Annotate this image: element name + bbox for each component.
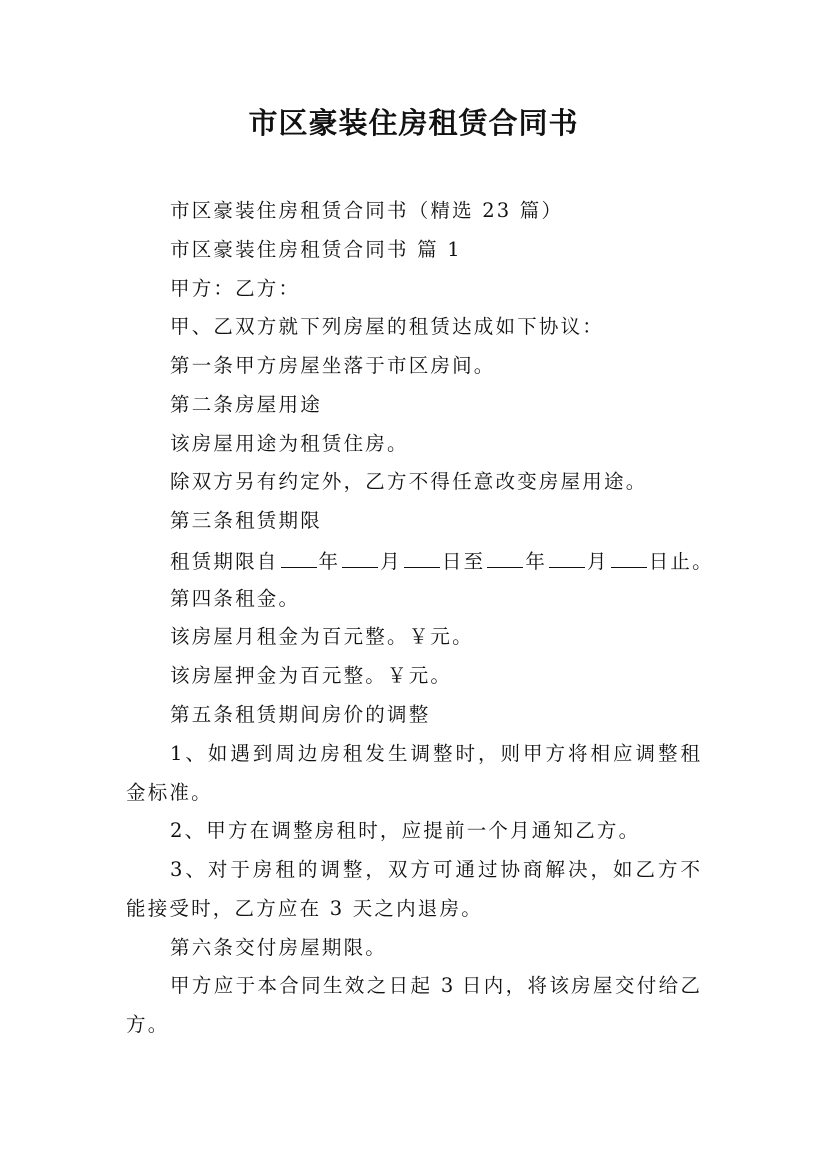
article-5-item-3-cont: 能接受时，乙方应在 3 天之内退房。 <box>126 897 483 920</box>
month-label-1: 月 <box>380 550 402 573</box>
parties-line: 甲方：乙方： <box>170 277 301 300</box>
day-end-label: 日止。 <box>648 550 714 573</box>
blank-start-month <box>342 547 378 568</box>
article-5-item-3: 3、对于房租的调整，双方可通过协商解决，如乙方不 <box>170 858 700 881</box>
article-6-heading: 第六条交付房屋期限。 <box>170 936 388 959</box>
blank-end-year <box>487 547 523 568</box>
blank-start-day <box>404 547 440 568</box>
article-3-heading: 第三条租赁期限 <box>170 509 322 532</box>
article-1: 第一条甲方房屋坐落于市区房间。 <box>170 354 496 377</box>
article-5-item-2: 2、甲方在调整房租时，应提前一个月通知乙方。 <box>170 819 641 842</box>
day-to-label: 日至 <box>441 550 486 573</box>
article-4-heading: 第四条租金。 <box>170 587 301 610</box>
article-2-text-2: 除双方另有约定外，乙方不得任意改变房屋用途。 <box>170 470 648 493</box>
article-5-item-1: 1、如遇到周边房租发生调整时，则甲方将相应调整租 <box>170 742 700 765</box>
blank-end-month <box>549 547 585 568</box>
subtitle-line: 市区豪装住房租赁合同书（精选 23 篇） <box>170 199 564 222</box>
blank-start-year <box>281 547 317 568</box>
section-heading: 市区豪装住房租赁合同书 篇 1 <box>170 238 462 261</box>
article-2-heading: 第二条房屋用途 <box>170 393 322 416</box>
monthly-rent-line: 该房屋月租金为百元整。￥元。 <box>170 625 474 648</box>
year-label-1: 年 <box>318 550 341 573</box>
article-6-text-cont: 方。 <box>126 1013 170 1036</box>
article-5-item-1-cont: 金标准。 <box>126 781 213 804</box>
blank-end-day <box>611 547 647 568</box>
year-label-2: 年 <box>525 550 548 573</box>
agreement-intro: 甲、乙双方就下列房屋的租赁达成如下协议： <box>170 315 605 338</box>
lease-term-label: 租赁期限自 <box>170 550 279 573</box>
month-label-2: 月 <box>587 550 609 573</box>
article-2-text-1: 该房屋用途为租赁住房。 <box>170 432 409 455</box>
document-title: 市区豪装住房租赁合同书 <box>248 106 579 140</box>
article-5-heading: 第五条租赁期间房价的调整 <box>170 703 431 726</box>
article-6-text: 甲方应于本合同生效之日起 3 日内，将该房屋交付给乙 <box>170 974 700 997</box>
deposit-line: 该房屋押金为百元整。￥元。 <box>170 664 453 687</box>
lease-term-line <box>170 547 714 575</box>
